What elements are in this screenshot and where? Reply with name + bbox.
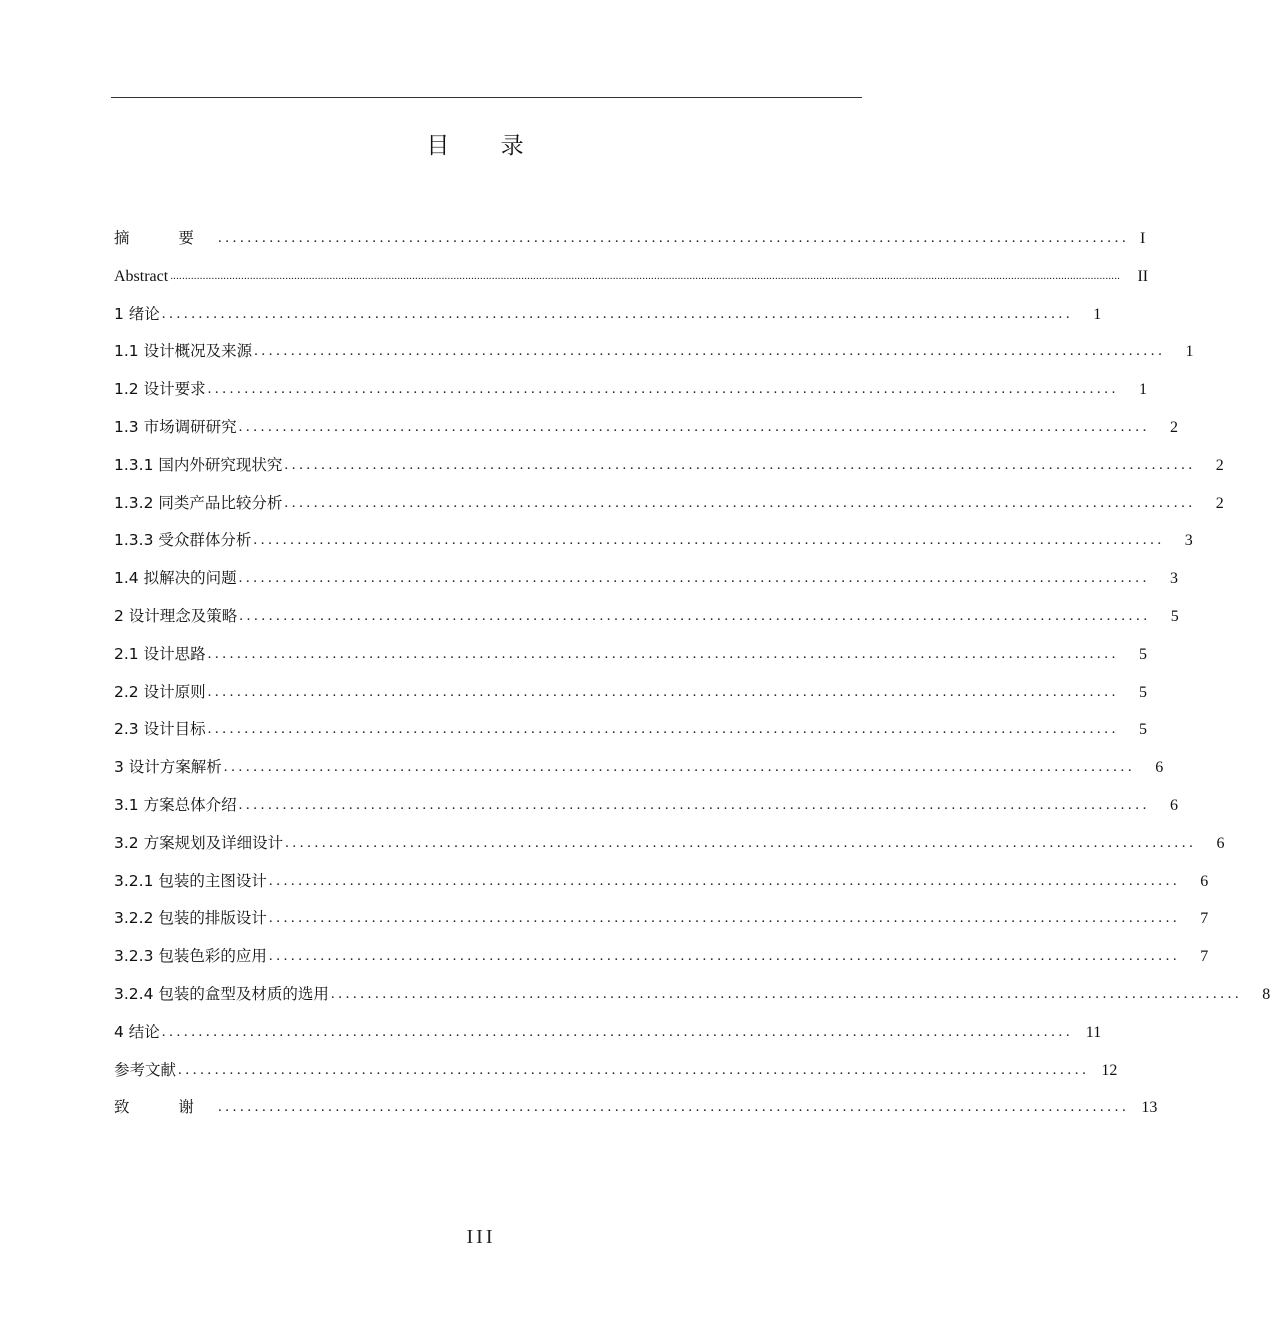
toc-leader-dots: ............................................................................................................................ (161, 305, 1074, 322)
toc-entry-label: 致 谢 (114, 1098, 216, 1117)
toc-entry-label: 3.1 方案总体介绍 (114, 795, 237, 814)
toc-entry[interactable] (114, 636, 1147, 674)
toc-entry-label: 1.1 设计概况及来源 (114, 342, 253, 361)
toc-entry[interactable] (114, 409, 1178, 447)
toc-entry-page: 5 (1138, 721, 1147, 739)
toc-entry-label: 1.3.3 受众群体分析 (114, 531, 252, 550)
toc-entry-label: Abstract (114, 267, 169, 285)
toc-entry[interactable] (114, 296, 1102, 334)
toc-entry-page: 5 (1170, 607, 1179, 625)
toc-entry-page: 1 (1138, 381, 1147, 399)
toc-entry[interactable] (114, 258, 1149, 296)
toc-entry-label: 1.3.2 同类产品比较分析 (114, 493, 283, 512)
toc-entry[interactable] (114, 825, 1225, 863)
toc-entry[interactable] (114, 598, 1179, 636)
toc-entry[interactable] (114, 1052, 1118, 1090)
toc-entry[interactable] (114, 900, 1209, 938)
toc-entry-label: 2.2 设计原则 (114, 682, 206, 701)
toc-leader-dots: ............................................................................................................................ (238, 570, 1150, 587)
toc-leader-dots: ............................................................................................................................ (268, 872, 1181, 889)
toc-leader-dots: ............................................................................................................................ (284, 494, 1196, 511)
toc-leader-dots: ............................................................................................................................ (238, 796, 1150, 813)
toc-leader-dots: ............................................................................................................................ (178, 1061, 1090, 1078)
toc-leader-dots: ............................................................................................................................ (239, 607, 1151, 624)
toc-entry-page: 13 (1141, 1099, 1158, 1117)
toc-entry-label: 1.3 市场调研研究 (114, 417, 237, 436)
toc-leader-dots: ............................................................................................................................ (253, 532, 1165, 549)
toc-leader-dots: ............................................................................................................................ (207, 381, 1119, 398)
toc-leader-dots: ............................................................................................................................ (284, 456, 1196, 473)
toc-entry-page: 8 (1262, 985, 1270, 1003)
toc-entry[interactable] (114, 938, 1209, 976)
toc-leader-dots: ............................................................................................................................ (207, 645, 1119, 662)
toc-entry-page: 7 (1200, 910, 1209, 928)
header-rule (111, 97, 862, 98)
toc-entry-label: 2 设计理念及策略 (114, 606, 238, 625)
toc-leader-dots: .................................................................................................................................................................................................................................................................................................................................. (170, 269, 1121, 282)
toc-entry-page: 6 (1200, 872, 1209, 890)
toc-entry-label: 摘 要 (114, 229, 216, 247)
toc-entry-page: 6 (1155, 759, 1164, 777)
toc-entry[interactable] (114, 447, 1224, 485)
toc-entry[interactable] (114, 711, 1147, 749)
toc-entry-page: 1 (1185, 343, 1194, 361)
toc-entry[interactable] (114, 749, 1164, 787)
toc-entry-page: 1 (1093, 305, 1102, 323)
toc-entry-label: 1.4 拟解决的问题 (114, 569, 237, 588)
toc-entry[interactable] (114, 560, 1178, 598)
toc-entry-label: 3.2 方案规划及详细设计 (114, 833, 284, 852)
toc-entry-page: 5 (1138, 645, 1147, 663)
toc-entry-label: 3.2.1 包装的主图设计 (114, 871, 267, 890)
toc-entry[interactable] (114, 522, 1193, 560)
toc-entry-page: 6 (1216, 834, 1225, 852)
toc-entry-page: 5 (1138, 683, 1147, 701)
toc-entry-page: 3 (1184, 532, 1193, 550)
toc-leader-dots: ............................................................................................................................ (268, 910, 1181, 927)
toc-entry[interactable] (114, 333, 1194, 371)
toc-entry[interactable] (114, 863, 1209, 901)
toc-entry-page: 3 (1169, 570, 1178, 588)
toc-entry-page: 11 (1085, 1023, 1102, 1041)
toc-leader-dots: ............................................................................................................................ (330, 985, 1243, 1002)
toc-entry[interactable] (114, 1014, 1102, 1052)
toc-entry-page: 2 (1169, 418, 1178, 436)
toc-entry-page: II (1137, 267, 1149, 285)
toc-entry-label: 3.2.2 包装的排版设计 (114, 909, 267, 928)
toc-entry[interactable] (114, 674, 1147, 712)
toc-entry[interactable] (114, 976, 1270, 1014)
toc-leader-dots: ............................................................................................................................ (207, 721, 1119, 738)
toc-leader-dots: ............................................................................................................................ (217, 1099, 1130, 1116)
toc-leader-dots: ............................................................................................................................ (161, 1023, 1074, 1040)
toc-entry-label: 3.2.3 包装色彩的应用 (114, 947, 267, 966)
toc-entry-label: 参考文献 (114, 1060, 177, 1079)
toc-entry[interactable] (114, 371, 1147, 409)
toc-entry[interactable] (114, 787, 1178, 825)
toc-entry-label: 1.2 设计要求 (114, 380, 206, 399)
toc-entry-label: 3.2.4 包装的盒型及材质的选用 (114, 984, 329, 1003)
toc-leader-dots: ............................................................................................................................ (238, 418, 1150, 435)
table-of-contents (114, 220, 1270, 1127)
toc-entry-label: 2.3 设计目标 (114, 720, 206, 739)
toc-entry-label: 3 设计方案解析 (114, 758, 222, 777)
toc-leader-dots: ............................................................................................................................ (254, 343, 1166, 360)
toc-entry[interactable] (114, 1089, 1158, 1127)
toc-entry-page: 7 (1200, 948, 1209, 966)
toc-entry-page: 2 (1215, 456, 1224, 474)
toc-leader-dots: ............................................................................................................................ (268, 948, 1181, 965)
toc-entry-label: 2.1 设计思路 (114, 644, 206, 663)
toc-entry-page: 12 (1101, 1061, 1118, 1079)
page-number-footer: III (466, 1226, 496, 1248)
toc-entry-page: I (1140, 230, 1146, 247)
toc-entry[interactable] (114, 220, 1146, 258)
page-title: 目 录 (426, 133, 546, 159)
toc-entry-page: 2 (1215, 494, 1224, 512)
toc-entry-label: 1 绪论 (114, 304, 160, 323)
toc-entry[interactable] (114, 485, 1224, 523)
toc-leader-dots: ............................................................................................................................ (285, 834, 1197, 851)
toc-leader-dots: ............................................................................................................................ (223, 759, 1136, 776)
toc-entry-page: 6 (1169, 796, 1178, 814)
toc-leader-dots: ............................................................................................................................ (207, 683, 1119, 700)
toc-entry-label: 1.3.1 国内外研究现状究 (114, 455, 283, 474)
toc-entry-label: 4 结论 (114, 1022, 160, 1041)
toc-leader-dots: ............................................................................................................................ (217, 230, 1130, 246)
